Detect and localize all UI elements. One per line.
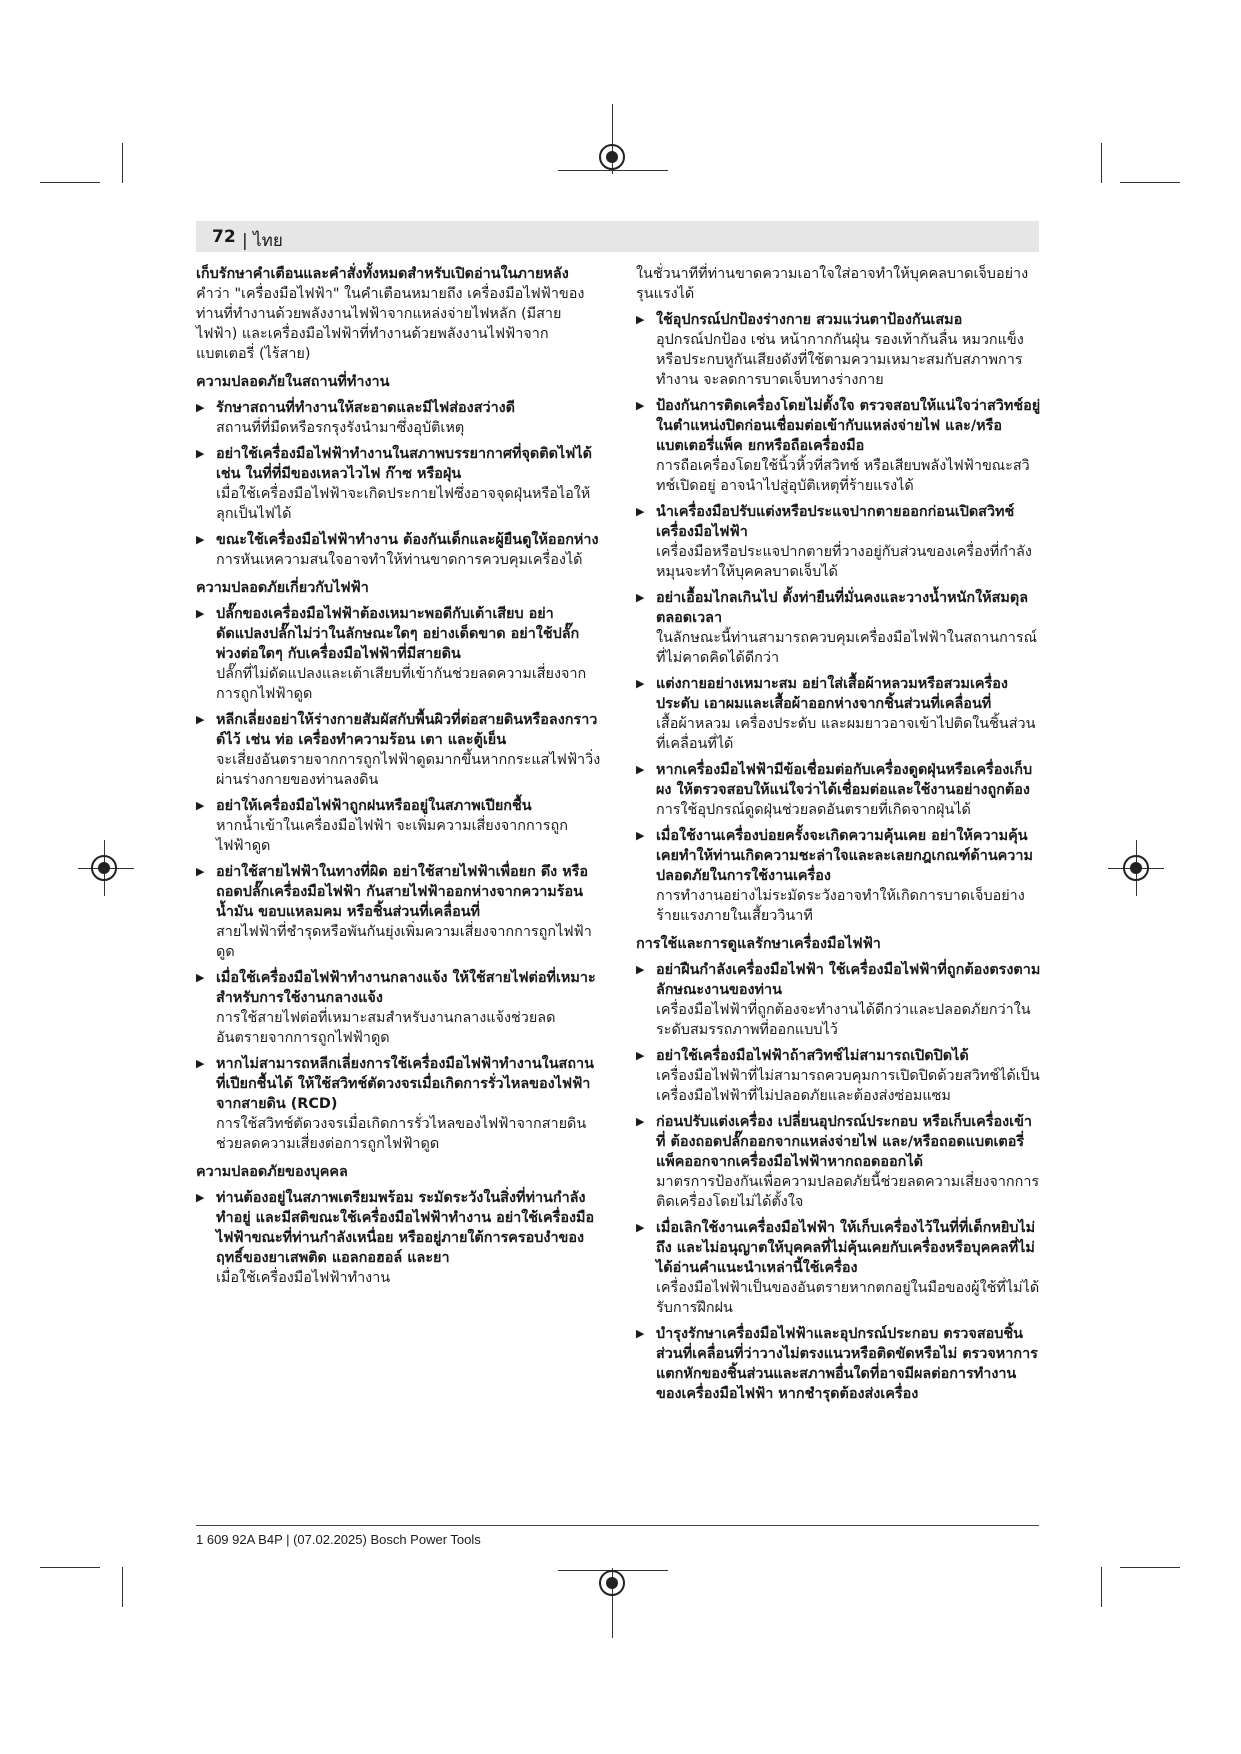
list-item: ▶ ท่านต้องอยู่ในสภาพเตรียมพร้อม ระมัดระวังในสิ่งที่ท่านกำลังทำอยู่ และมีสติขณะใช้เครื่องมือไฟฟ้าทำงาน อย่าใช้เครื่องมือไฟฟ้าขณะที่ท่านกำลังเหนื่อย หรืออยู่ภายใต้การครอบงำของฤทธิ์ของยาเสพติด แอลกอฮอล์ และยา เมื่อใช้เครื่องมือไฟฟ้าทำงาน — [196, 1188, 601, 1288]
list-item: ▶ อย่าเอื้อมไกลเกินไป ตั้งท่ายืนที่มั่นคงและวางน้ำหนักให้สมดุลตลอดเวลา ในลักษณะนี้ท่านสามารถควบคุมเครื่องมือไฟฟ้าในสถานการณ์ที่ไม่คาดคิดได้ดีกว่า — [636, 588, 1041, 668]
crop-mark — [40, 1567, 100, 1568]
registration-mark-icon — [599, 1570, 625, 1596]
intro-text: คำว่า "เครื่องมือไฟฟ้า" ในคำเตือนหมายถึง เครื่องมือไฟฟ้าของท่านที่ทำงานด้วยพลังงานไฟฟ้าจากแหล่งจ่ายไฟหลัก (มีสายไฟฟ้า) และเครื่องมือไฟฟ้าที่ทำงานด้วยพลังงานไฟฟ้าจากแบตเตอรี่ (ไร้สาย) — [196, 286, 585, 362]
section-title: การใช้และการดูแลรักษาเครื่องมือไฟฟ้า — [636, 936, 881, 952]
footer-divider — [196, 1525, 1039, 1526]
right-column — [636, 264, 1041, 1404]
registration-line — [558, 170, 668, 171]
list-item: ▶ ขณะใช้เครื่องมือไฟฟ้าทำงาน ต้องกันเด็กและผู้ยืนดูให้ออกห่าง การหันเหความสนใจอาจทำให้ท่านขาดการควบคุมเครื่องได้ — [196, 530, 601, 570]
list-item: ▶ อย่าฝืนกำลังเครื่องมือไฟฟ้า ใช้เครื่องมือไฟฟ้าที่ถูกต้องตรงตามลักษณะงานของท่าน เครื่องมือไฟฟ้าที่ถูกต้องจะทำงานได้ดีกว่าและปลอดภัยกว่าในระดับสมรรถภาพที่ออกแบบไว้ — [636, 960, 1041, 1040]
list-item: ▶ อย่าใช้สายไฟฟ้าในทางที่ผิด อย่าใช้สายไฟฟ้าเพื่อยก ดึง หรือถอดปลั๊กเครื่องมือไฟฟ้า กันสายไฟฟ้าออกห่างจากความร้อน น้ำมัน ขอบแหลมคม หรือชิ้นส่วนที่เคลื่อนที่ สายไฟฟ้าที่ชำรุดหรือพันกันยุ่งเพิ่มความเสี่ยงจากการถูกไฟฟ้าดูด — [196, 862, 601, 962]
list-item: ▶ รักษาสถานที่ทำงานให้สะอาดและมีไฟส่องสว่างดี สถานที่ที่มืดหรือรกรุงรังนำมาซึ่งอุบัติเหตุ — [196, 398, 601, 438]
page-language: | ไทย — [242, 231, 283, 251]
crop-mark — [122, 1567, 123, 1607]
crop-mark — [122, 143, 123, 183]
crop-mark — [1120, 182, 1180, 183]
section-title: ความปลอดภัยของบุคคล — [196, 1164, 348, 1180]
list-item: ▶ หากเครื่องมือไฟฟ้ามีข้อเชื่อมต่อกับเครื่องดูดฝุ่นหรือเครื่องเก็บผง ให้ตรวจสอบให้แน่ใจว่าได้เชื่อมต่อและใช้งานอย่างถูกต้อง การใช้อุปกรณ์ดูดฝุ่นช่วยลดอันตรายที่เกิดจากฝุ่นได้ — [636, 760, 1041, 820]
list-item: ▶ อย่าใช้เครื่องมือไฟฟ้าทำงานในสภาพบรรยากาศที่จุดติดไฟได้ เช่น ในที่ที่มีของเหลวไวไฟ ก๊าซ หรือฝุ่น เมื่อใช้เครื่องมือไฟฟ้าจะเกิดประกายไฟซึ่งอาจจุดฝุ่นหรือไอให้ลุกเป็นไฟได้ — [196, 444, 601, 524]
list-item: ▶ ใช้อุปกรณ์ปกป้องร่างกาย สวมแว่นตาป้องกันเสมอ อุปกรณ์ปกป้อง เช่น หน้ากากกันฝุ่น รองเท้ากันลื่น หมวกแข็ง หรือประกบหูกันเสียงดังที่ใช้ตามความเหมาะสมกับสภาพการทำงาน จะลดการบาดเจ็บทางร่างกาย — [636, 310, 1041, 390]
page-header — [196, 221, 1039, 252]
list-item: ▶ หลีกเลี่ยงอย่าให้ร่างกายสัมผัสกับพื้นผิวที่ต่อสายดินหรือลงกราวด์ไว้ เช่น ท่อ เครื่องทำความร้อน เตา และตู้เย็น จะเสี่ยงอันตรายจากการถูกไฟฟ้าดูดมากขึ้นหากกระแสไฟฟ้าวิ่งผ่านร่างกายของท่านลงดิน — [196, 710, 601, 790]
list-item: ▶ อย่าใช้เครื่องมือไฟฟ้าถ้าสวิทช์ไม่สามารถเปิดปิดได้ เครื่องมือไฟฟ้าที่ไม่สามารถควบคุมการเปิดปิดด้วยสวิทช์ได้เป็นเครื่องมือไฟฟ้าที่ไม่ปลอดภัยและต้องส่งซ่อมแซม — [636, 1046, 1041, 1106]
section-title: ความปลอดภัยในสถานที่ทำงาน — [196, 374, 390, 390]
list-item: ▶ เมื่อใช้งานเครื่องบ่อยครั้งจะเกิดความคุ้นเคย อย่าให้ความคุ้นเคยทำให้ท่านเกิดความชะล่าใจและละเลยกฎเกณฑ์ด้านความปลอดภัยในการใช้งานเครื่อง การทำงานอย่างไม่ระมัดระวังอาจทำให้เกิดการบาดเจ็บอย่างร้ายแรงภายในเสี้ยววินาที — [636, 826, 1041, 926]
list-item: ▶ อย่าให้เครื่องมือไฟฟ้าถูกฝนหรืออยู่ในสภาพเปียกชื้น หากน้ำเข้าในเครื่องมือไฟฟ้า จะเพิ่มความเสี่ยงจากการถูกไฟฟ้าดูด — [196, 796, 601, 856]
list-item: ▶ แต่งกายอย่างเหมาะสม อย่าใส่เสื้อผ้าหลวมหรือสวมเครื่องประดับ เอาผมและเสื้อผ้าออกห่างจากชิ้นส่วนที่เคลื่อนที่ เสื้อผ้าหลวม เครื่องประดับ และผมยาวอาจเข้าไปติดในชิ้นส่วนที่เคลื่อนที่ได้ — [636, 674, 1041, 754]
page-footer: 1 609 92A B4P | (07.02.2025) Bosch Power Tools — [196, 1532, 481, 1547]
registration-mark-icon — [1123, 855, 1149, 881]
continued-text: ในชั่วนาทีที่ท่านขาดความเอาใจใส่อาจทำให้บุคคลบาดเจ็บอย่างรุนแรงได้ — [636, 266, 1029, 302]
registration-mark-icon — [599, 144, 625, 170]
list-item: ▶ ปลั๊กของเครื่องมือไฟฟ้าต้องเหมาะพอดีกับเต้าเสียบ อย่าดัดแปลงปลั๊กไม่ว่าในลักษณะใดๆ อย่างเด็ดขาด อย่าใช้ปลั๊กพ่วงต่อใดๆ กับเครื่องมือไฟฟ้าที่มีสายดิน ปลั๊กที่ไม่ดัดแปลงและเต้าเสียบที่เข้ากันช่วยลดความเสี่ยงจากการถูกไฟฟ้าดูด — [196, 604, 601, 704]
registration-mark-icon — [91, 855, 117, 881]
left-column — [196, 264, 601, 1288]
list-item: ▶ หากไม่สามารถหลีกเลี่ยงการใช้เครื่องมือไฟฟ้าทำงานในสถานที่เปียกชื้นได้ ให้ใช้สวิทช์ตัดวงจรเมื่อเกิดการรั่วไหลของไฟฟ้าจากสายดิน (RCD) การใช้สวิทช์ตัดวงจรเมื่อเกิดการรั่วไหลของไฟฟ้าจากสายดินช่วยลดความเสี่ยงต่อการถูกไฟฟ้าดูด — [196, 1054, 601, 1154]
list-item: ▶ เมื่อใช้เครื่องมือไฟฟ้าทำงานกลางแจ้ง ให้ใช้สายไฟต่อที่เหมาะสำหรับการใช้งานกลางแจ้ง การใช้สายไฟต่อที่เหมาะสมสำหรับงานกลางแจ้งช่วยลดอันตรายจากการถูกไฟฟ้าดูด — [196, 968, 601, 1048]
crop-mark — [1101, 1567, 1102, 1607]
crop-mark — [1120, 1567, 1180, 1568]
crop-mark — [1101, 143, 1102, 183]
list-item: ▶ เมื่อเลิกใช้งานเครื่องมือไฟฟ้า ให้เก็บเครื่องไว้ในที่ที่เด็กหยิบไม่ถึง และไม่อนุญาตให้บุคคลที่ไม่คุ้นเคยกับเครื่องหรือบุคคลที่ไม่ได้อ่านคำแนะนำเหล่านี้ใช้เครื่อง เครื่องมือไฟฟ้าเป็นของอันตรายหากตกอยู่ในมือของผู้ใช้ที่ไม่ได้รับการฝึกฝน — [636, 1218, 1041, 1318]
list-item: ▶ บำรุงรักษาเครื่องมือไฟฟ้าและอุปกรณ์ประกอบ ตรวจสอบชิ้นส่วนที่เคลื่อนที่ว่าวางไม่ตรงแนวหรือติดขัดหรือไม่ ตรวจหาการแตกหักของชิ้นส่วนและสภาพอื่นใดที่อาจมีผลต่อการทำงานของเครื่องมือไฟฟ้า หากชำรุดต้องส่งเครื่อง — [636, 1324, 1041, 1404]
crop-mark — [40, 182, 100, 183]
section-title: ความปลอดภัยเกี่ยวกับไฟฟ้า — [196, 580, 369, 596]
intro-heading: เก็บรักษาคำเตือนและคำสั่งทั้งหมดสำหรับเปิดอ่านในภายหลัง — [196, 266, 569, 282]
list-item: ▶ ก่อนปรับแต่งเครื่อง เปลี่ยนอุปกรณ์ประกอบ หรือเก็บเครื่องเข้าที่ ต้องถอดปลั๊กออกจากแหล่งจ่ายไฟ และ/หรือถอดแบตเตอรี่แพ็คออกจากเครื่องมือไฟฟ้าหากถอดออกได้ มาตรการป้องกันเพื่อความปลอดภัยนี้ช่วยลดความเสี่ยงจากการติดเครื่องโดยไม่ได้ตั้งใจ — [636, 1112, 1041, 1212]
list-item: ▶ นำเครื่องมือปรับแต่งหรือประแจปากตายออกก่อนเปิดสวิทช์เครื่องมือไฟฟ้า เครื่องมือหรือประแจปากตายที่วางอยู่กับส่วนของเครื่องที่กำลังหมุนจะทำให้บุคคลบาดเจ็บได้ — [636, 502, 1041, 582]
page-number: 72 — [212, 227, 236, 247]
list-item: ▶ ป้องกันการติดเครื่องโดยไม่ตั้งใจ ตรวจสอบให้แน่ใจว่าสวิทช์อยู่ในตำแหน่งปิดก่อนเชื่อมต่อเข้ากับแหล่งจ่ายไฟ และ/หรือแบตเตอรี่แพ็ค ยกหรือถือเครื่องมือ การถือเครื่องโดยใช้นิ้วหิ้วที่สวิทช์ หรือเสียบพลังไฟฟ้าขณะสวิทช์เปิดอยู่ อาจนำไปสู่อุบัติเหตุที่ร้ายแรงได้ — [636, 396, 1041, 496]
